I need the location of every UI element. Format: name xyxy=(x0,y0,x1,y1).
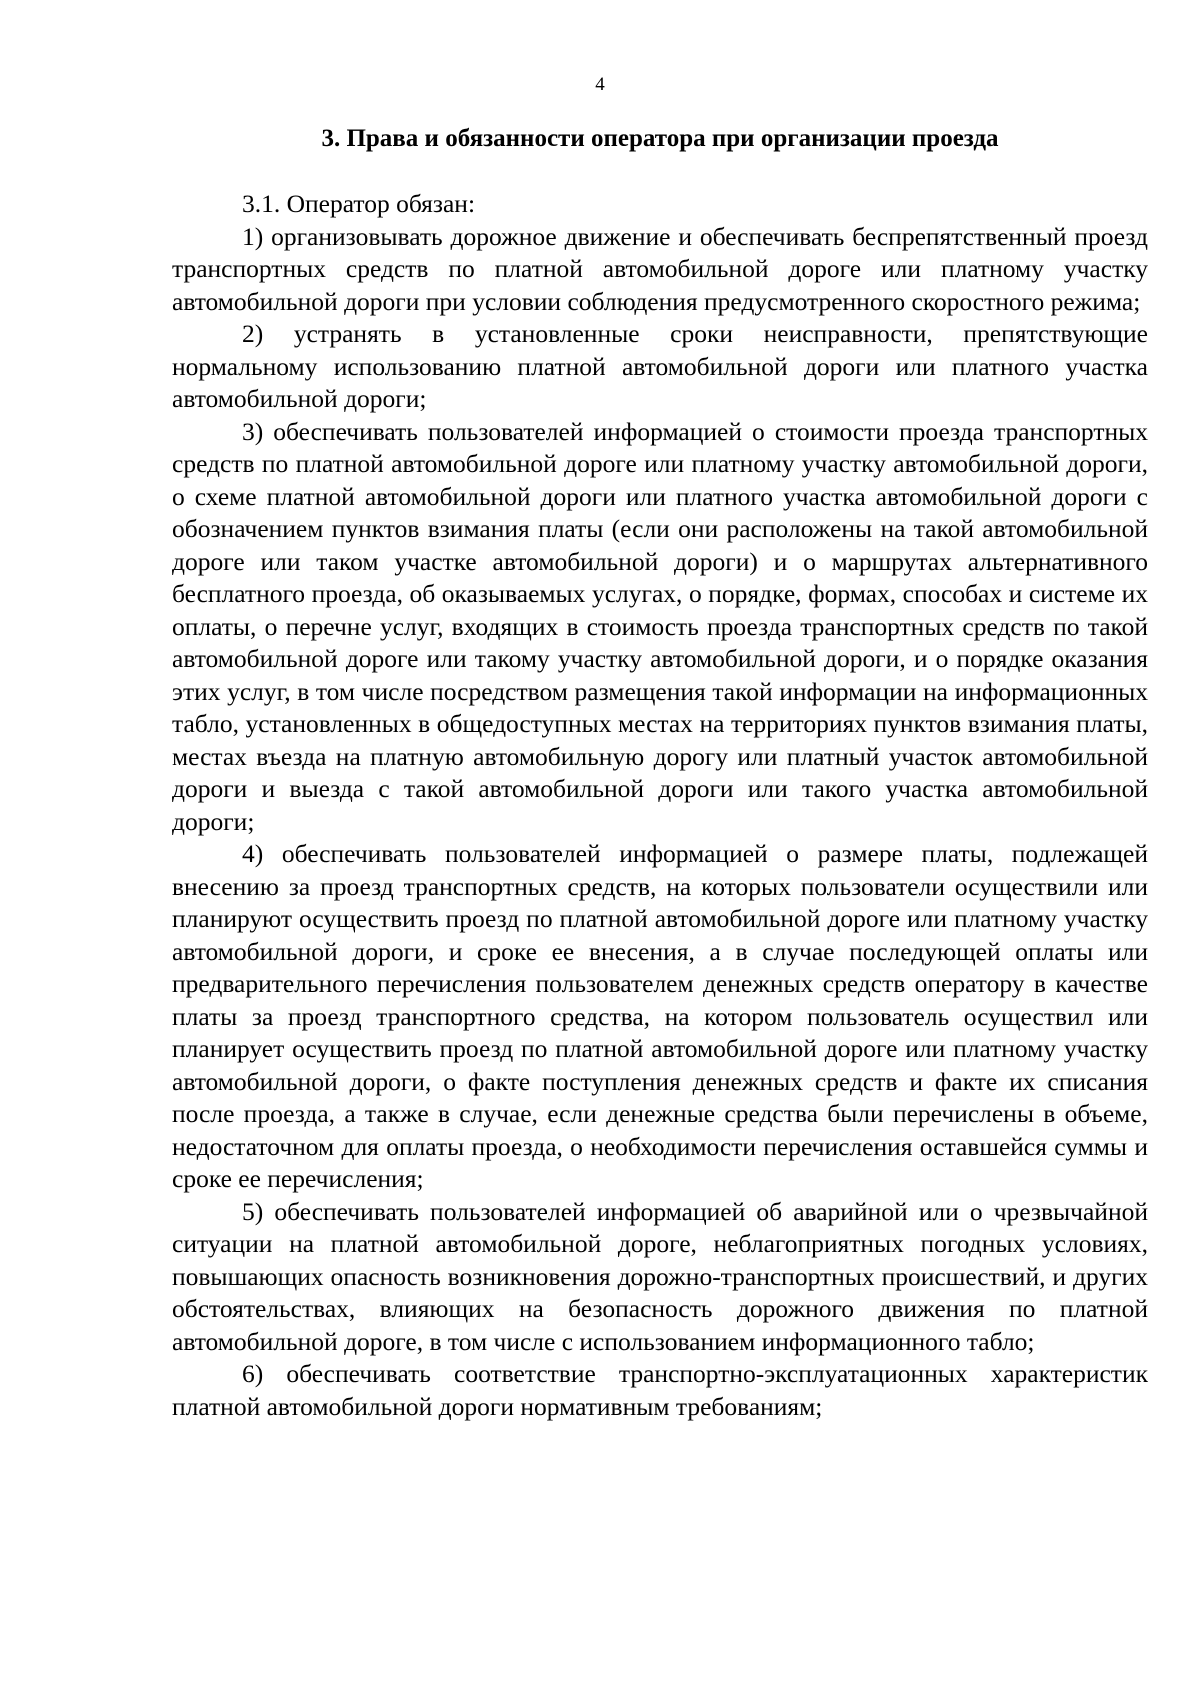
paragraph-item-6: 6) обеспечивать соответствие транспортно-эксплуатационных характеристик платной автомобильной дороги нормативным требованиям; xyxy=(172,1359,1148,1421)
paragraph-item-2: 2) устранять в установленные сроки неисправности, препятствующие нормальному использованию платной автомобильной дороги или платного участка автомобильной дороги; xyxy=(172,319,1148,413)
clause-3-1-heading: 3.1. Оператор обязан: xyxy=(242,189,476,218)
paragraph-item-5: 5) обеспечивать пользователей информацией об аварийной или о чрезвычайной ситуации на платной автомобильной дороге, неблагоприятных погодных условиях, повышающих опасность возникновения дорожно-транспортных происшествий, и других обстоятельствах, влияющих на безопасность дорожного движения по платной автомобильной дороге, в том числе с использованием информационного табло; xyxy=(172,1196,1148,1356)
section-title: 3. Права и обязанности оператора при организации проезда xyxy=(321,125,999,152)
paragraph-item-3: 3) обеспечивать пользователей информацией о стоимости проезда транспортных средств по платной автомобильной дороге или платному участку автомобильной дороги, о схеме платной автомобильной дороги или платного участка автомобильной дороги с обозначением пунктов взимания платы (если они расположены на такой автомобильной дороге или таком участке автомобильной дороги) и о маршрутах альтернативного бесплатного проезда, об оказываемых услугах, о порядке, формах, способах и системе их оплаты, о перечне услуг, входящих в стоимость проезда транспортных средств по такой автомобильной дороге или такому участку автомобильной дороги, и о порядке оказания этих услуг, в том числе посредством размещения такой информации на информационных табло, установленных в общедоступных местах на территориях пунктов взимания платы, местах въезда на платную автомобильную дорогу или платный участок автомобильной дороги и выезда с такой автомобильной дороги или такого участка автомобильной дороги; xyxy=(172,416,1148,836)
page-number: 4 xyxy=(595,74,605,95)
body-text xyxy=(172,188,1148,1423)
paragraph-item-4: 4) обеспечивать пользователей информацией о размере платы, подлежащей внесению за проезд транспортных средств, на которых пользователи осуществили или планируют осуществить проезд по платной автомобильной дороге или платному участку автомобильной дороги, и сроке ее внесения, а в случае последующей оплаты или предварительного перечисления пользователем денежных средств оператору в качестве платы за проезд транспортного средства, на котором пользователь осуществил или планирует осуществить проезд по платной автомобильной дороге или платному участку автомобильной дороги, о факте поступления денежных средств и факте их списания после проезда, а также в случае, если денежные средства были перечислены в объеме, недостаточном для оплаты проезда, о необходимости перечисления оставшейся суммы и сроке ее перечисления; xyxy=(172,839,1148,1193)
paragraph-item-1: 1) организовывать дорожное движение и обеспечивать беспрепятственный проезд транспортных средств по платной автомобильной дороге или платному участку автомобильной дороги при условии соблюдения предусмотренного скоростного режима; xyxy=(172,221,1148,316)
